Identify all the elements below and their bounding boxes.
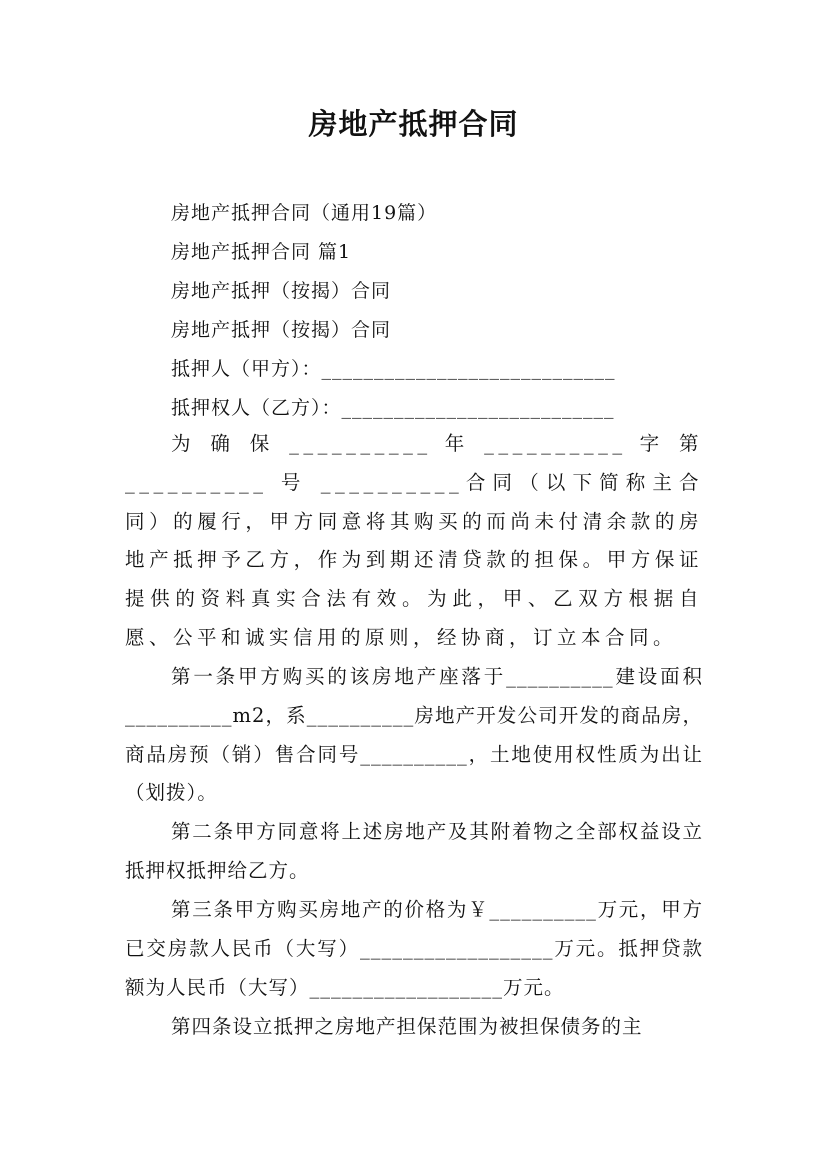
paragraph-article-4: 第四条设立抵押之房地产担保范围为被担保债务的主 bbox=[171, 1015, 643, 1038]
paragraph-article-3: 第三条甲方购买房地产的价格为￥__________万元，甲方已交房款人民币（大写）__________________万元。抵押贷款额为人民币（大写）__________________万元。 bbox=[125, 898, 703, 999]
paragraph-preamble: 为 确 保 __________ 年 __________ 字 第 __________ 号 __________合同（以下简称主合同）的履行，甲方同意将其购买的而尚未付清余款的房地产抵押予乙方，作为到期还清贷款的担保。甲方保证提供的资料真实合法有效。为此，甲、乙双方根据自愿、公平和诚实信用的原则，经协商，订立本合同。 bbox=[125, 432, 703, 649]
paragraph-article-1: 第一条甲方购买的该房地产座落于__________建设面积__________m2，系__________房地产开发公司开发的商品房，商品房预（销）售合同号__________，土地使用权性质为出让（划拨）。 bbox=[125, 665, 703, 805]
header-line-4: 房地产抵押（按揭）合同 bbox=[171, 319, 392, 341]
mortgagee-line: 抵押权人（乙方）：__________________________ bbox=[171, 397, 615, 419]
paragraph-article-2: 第二条甲方同意将上述房地产及其附着物之全部权益设立抵押权抵押给乙方。 bbox=[125, 820, 703, 882]
document-title: 房地产抵押合同 bbox=[308, 107, 519, 141]
mortgagor-line: 抵押人（甲方）：____________________________ bbox=[171, 358, 616, 380]
header-line-2: 房地产抵押合同 篇1 bbox=[171, 241, 352, 263]
header-line-1: 房地产抵押合同（通用19篇） bbox=[171, 202, 438, 224]
header-line-3: 房地产抵押（按揭）合同 bbox=[171, 280, 392, 302]
